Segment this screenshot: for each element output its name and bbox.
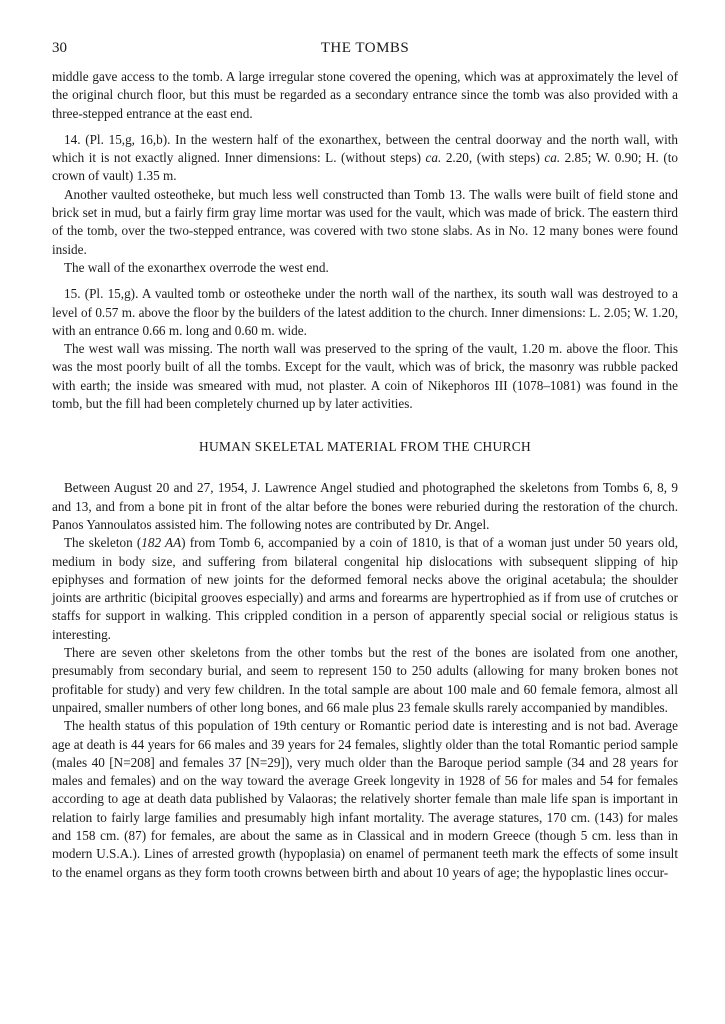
health-status-paragraph: The health status of this population of 19th century or Romantic period date is interesting and is not bad. Average age at death is 44 years for 66 males and 39 years for 24 females, slightly older than the total Romantic period sample (males 40 [N=208] and females 37 [N=29]), very much older than the Baroque period sample (34 and 28 years for males and females) and on the way toward the average Greek longevity in 1928 of 56 for males and 54 for females according to age at death data published by Valaoras; the relatively shorter female than male life span is important in relation to fairly large families and presumably high infant mortality. The average statures, 170 cm. (143) for males and 158 cm. (87) for females, are about the same as in Classical and in modern Greece (though 5 cm. less than in modern U.S.A.). Lines of arrested growth (hypoplasia) on enamel of permanent teeth mark the effects of some insult to the enamel organs as they form tooth crowns between birth and about 10 years of age; the hypoplastic lines occur-	[52, 718, 678, 880]
tomb-14-note: The wall of the exonarthex overrode the west end.	[64, 259, 329, 275]
skeleton-182aa-paragraph: The skeleton (182 AA) from Tomb 6, accompanied by a coin of 1810, is that of a woman just under 50 years old, medium in body size, and suffering from bilateral congenital hip dislocations with subsequent slipping of hip epiphyses and formation of new joints for the deformed femoral necks above the original acetabula; the shoulder joints are arthritic (bicipital grooves especially) and arms and forearms are hypertrophied as if from use of crutches or staffs for support in walking. This crippled condition in a person of apparently special social or religious status is interesting.	[52, 535, 678, 642]
tomb-15-description: 15. (Pl. 15,g). A vaulted tomb or osteotheke under the north wall of the narthex, its south wall was destroyed to a level of 0.57 m. above the floor by the builders of the latest addition to the church. Inner dimensions: L. 2.05; W. 1.20, with an entrance 0.66 m. long and 0.60 m. wide.	[52, 286, 678, 338]
skeletal-intro-paragraph: Between August 20 and 27, 1954, J. Lawrence Angel studied and photographed the skeletons from Tombs 6, 8, 9 and 13, and from a bone pit in front of the altar before the bones were reburied during the restoration of the church. Panos Yannoulatos assisted him. The following notes are contributed by Dr. Angel.	[52, 480, 678, 532]
page-header	[52, 40, 678, 68]
other-skeletons-paragraph: There are seven other skeletons from the other tombs but the rest of the bones are isolated from one another, presumably from secondary burial, and seem to represent 150 to 250 adults (allowing for many broken bones not profitable for study) and very few children. In the total sample are about 100 male and 60 female femora, almost all unpaired, smaller numbers of other long bones, and 66 male plus 23 female skulls rarely accompanied by mandibles.	[52, 645, 678, 715]
running-title: THE TOMBS	[320, 40, 410, 56]
page	[52, 40, 678, 882]
tomb-14-description: 14. (Pl. 15,g, 16,b). In the western half of the exonarthex, between the central doorway and the north wall, with which it is not exactly aligned. Inner dimensions: L. (without steps) ca. 2.20, (with steps) ca. 2.85; W. 0.90; H. (to crown of vault) 1.35 m.	[52, 131, 679, 184]
intro-paragraph: middle gave access to the tomb. A large irregular stone covered the opening, which was at approximately the level of the original church floor, but this must be regarded as a secondary entrance since the tomb was also provided with a three-stepped entrance at the east end.	[52, 69, 678, 121]
page-number: 30	[52, 40, 67, 56]
tomb-15-construction: The west wall was missing. The north wall was preserved to the spring of the vault, 1.20 m. above the floor. This was the most poorly built of all the tombs. Except for the vault, which was of brick, the masonry was rubble packed with earth; the inside was smeared with mud, not plaster. A coin of Nikephoros III (1078–1081) was found in the tomb, but the fill had been completely churned up by later activities.	[52, 341, 678, 412]
section-heading: HUMAN SKELETAL MATERIAL FROM THE CHURCH	[199, 439, 531, 455]
tomb-14-construction: Another vaulted osteotheke, but much less well constructed than Tomb 13. The walls were built of field stone and brick set in mud, but a fairly firm gray lime mortar was used for the vault, which was made of brick. The eastern third of the tomb, over the two-stepped entrance, was covered with two stone slabs. As in No. 12 many bones were found inside.	[52, 186, 678, 257]
